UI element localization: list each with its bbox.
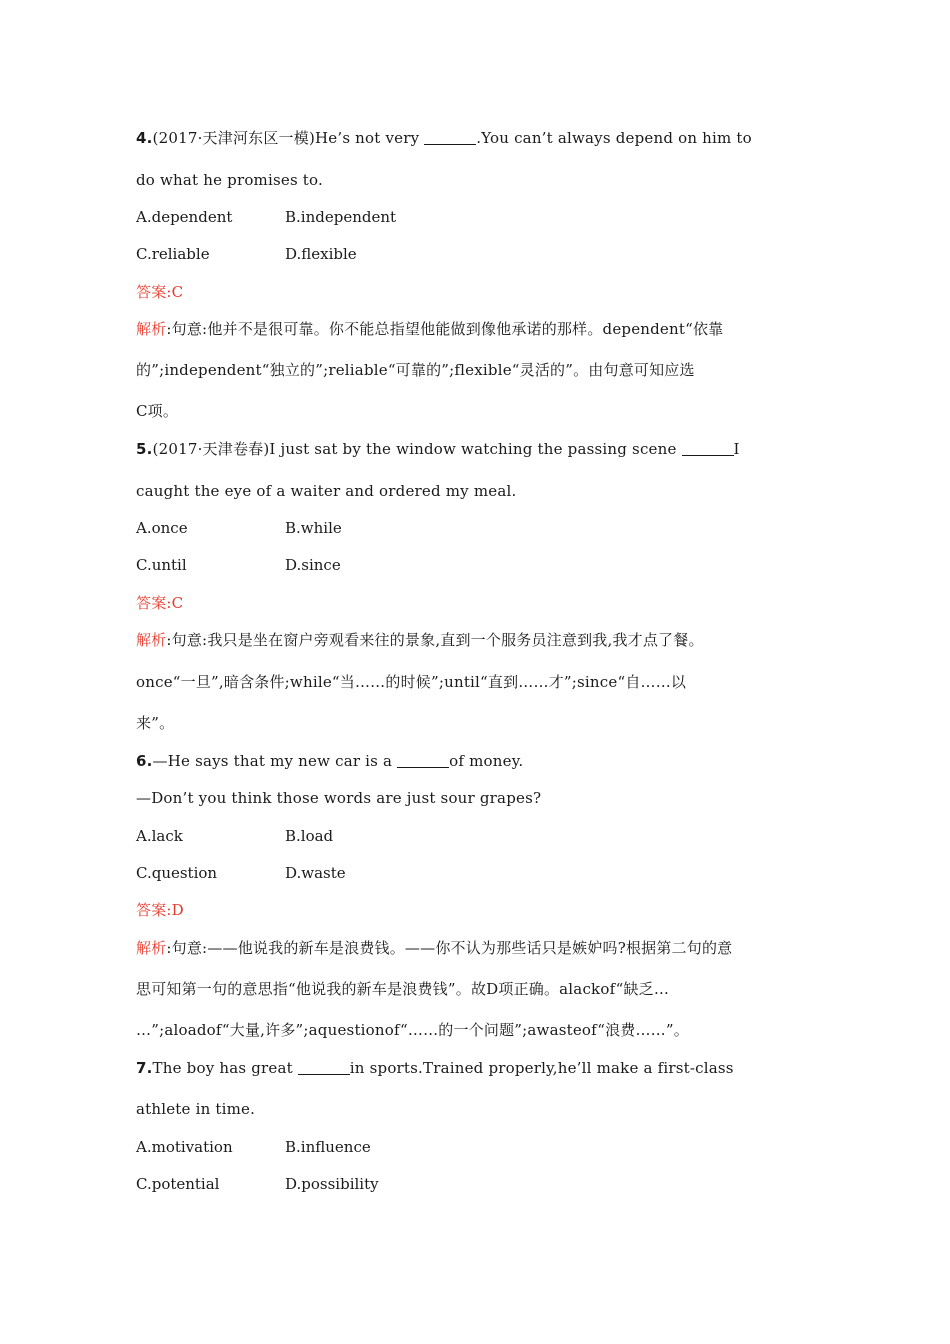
q6-stem-after-blank: of money. xyxy=(449,752,524,770)
q4-option-d: D.flexible xyxy=(285,245,357,263)
q7-option-d: D.possibility xyxy=(285,1175,379,1193)
analysis-label: 解析 xyxy=(136,631,167,649)
q6-stem-before-blank: —He says that my new car is a xyxy=(152,752,398,770)
q7-option-a: A.motivation xyxy=(136,1138,233,1156)
q6-analysis-line1 xyxy=(136,938,732,958)
q7-stem-line2: athlete in time. xyxy=(136,1100,256,1118)
q5-stem-line1 xyxy=(136,439,740,459)
q6-option-c: C.question xyxy=(136,864,218,882)
q4-analysis-line1 xyxy=(136,319,723,339)
q7-stem-before-blank: The boy has great xyxy=(152,1059,298,1077)
answer-value: :D xyxy=(166,901,184,919)
q7-option-c: C.potential xyxy=(136,1175,220,1193)
q4-stem-line2: do what he promises to. xyxy=(136,171,323,189)
analysis-label: 解析 xyxy=(136,320,167,338)
q5-option-a: A.once xyxy=(136,519,188,537)
q7-stem-line1 xyxy=(136,1058,734,1078)
q5-option-d: D.since xyxy=(285,556,341,574)
q6-analysis-text1: :句意:——他说我的新车是浪费钱。——你不认为那些话只是嫉妒吗?根据第二句的意 xyxy=(166,939,733,957)
answer-value: :C xyxy=(166,283,184,301)
q4-blank xyxy=(424,130,476,145)
q7-blank xyxy=(298,1060,350,1075)
q4-option-a: A.dependent xyxy=(136,208,233,226)
answer-label: 答案 xyxy=(136,901,167,919)
q5-number: 5. xyxy=(136,440,153,458)
q4-option-b: B.independent xyxy=(285,208,397,226)
answer-label: 答案 xyxy=(136,283,167,301)
q6-blank xyxy=(397,753,449,768)
q5-stem-after-blank: I xyxy=(733,440,740,458)
answer-label: 答案 xyxy=(136,594,167,612)
q5-stem-before-blank: (2017·天津卷春)I just sat by the window watching the passing scene xyxy=(152,440,682,458)
q5-blank xyxy=(682,441,734,456)
q5-option-b: B.while xyxy=(285,519,342,537)
analysis-label: 解析 xyxy=(136,939,167,957)
q4-analysis-line2: 的”;independent“独立的”;reliable“可靠的”;flexible“灵活的”。由句意可知应选 xyxy=(136,361,695,379)
q6-option-a: A.lack xyxy=(136,827,183,845)
q6-analysis-line2: 思可知第一句的意思指“他说我的新车是浪费钱”。故D项正确。alackof“缺乏… xyxy=(136,980,670,998)
q4-answer xyxy=(136,282,183,302)
q7-stem-after-blank: in sports.Trained properly,he’ll make a first-class xyxy=(349,1059,734,1077)
q5-option-c: C.until xyxy=(136,556,187,574)
q5-analysis-text1: :句意:我只是坐在窗户旁观看来往的景象,直到一个服务员注意到我,我才点了餐。 xyxy=(166,631,704,649)
q4-analysis-line3: C项。 xyxy=(136,402,179,420)
q6-analysis-line3: …”;aloadof“大量,许多”;aquestionof“……的一个问题”;awasteof“浪费……”。 xyxy=(136,1021,689,1039)
q6-stem-line2: —Don’t you think those words are just sour grapes? xyxy=(136,789,542,807)
q4-stem-line1 xyxy=(136,128,752,148)
q4-stem-after-blank: .You can’t always depend on him to xyxy=(476,129,752,147)
q6-stem-line1 xyxy=(136,751,523,771)
q4-stem-before-blank: (2017·天津河东区一模)He’s not very xyxy=(152,129,425,147)
q6-number: 6. xyxy=(136,752,153,770)
q6-option-d: D.waste xyxy=(285,864,346,882)
q5-analysis-line1 xyxy=(136,630,704,650)
q7-number: 7. xyxy=(136,1059,153,1077)
q6-option-b: B.load xyxy=(285,827,334,845)
q5-analysis-line2: once“一旦”,暗含条件;while“当……的时候”;until“直到……才”;since“自……以 xyxy=(136,673,687,691)
q4-number: 4. xyxy=(136,129,153,147)
q4-option-c: C.reliable xyxy=(136,245,210,263)
answer-value: :C xyxy=(166,594,184,612)
q5-analysis-line3: 来”。 xyxy=(136,714,175,732)
q6-answer xyxy=(136,900,184,920)
q5-stem-line2: caught the eye of a waiter and ordered my meal. xyxy=(136,482,517,500)
q4-analysis-text1: :句意:他并不是很可靠。你不能总指望他能做到像他承诺的那样。dependent“依靠 xyxy=(166,320,724,338)
q7-option-b: B.influence xyxy=(285,1138,371,1156)
q5-answer xyxy=(136,593,183,613)
